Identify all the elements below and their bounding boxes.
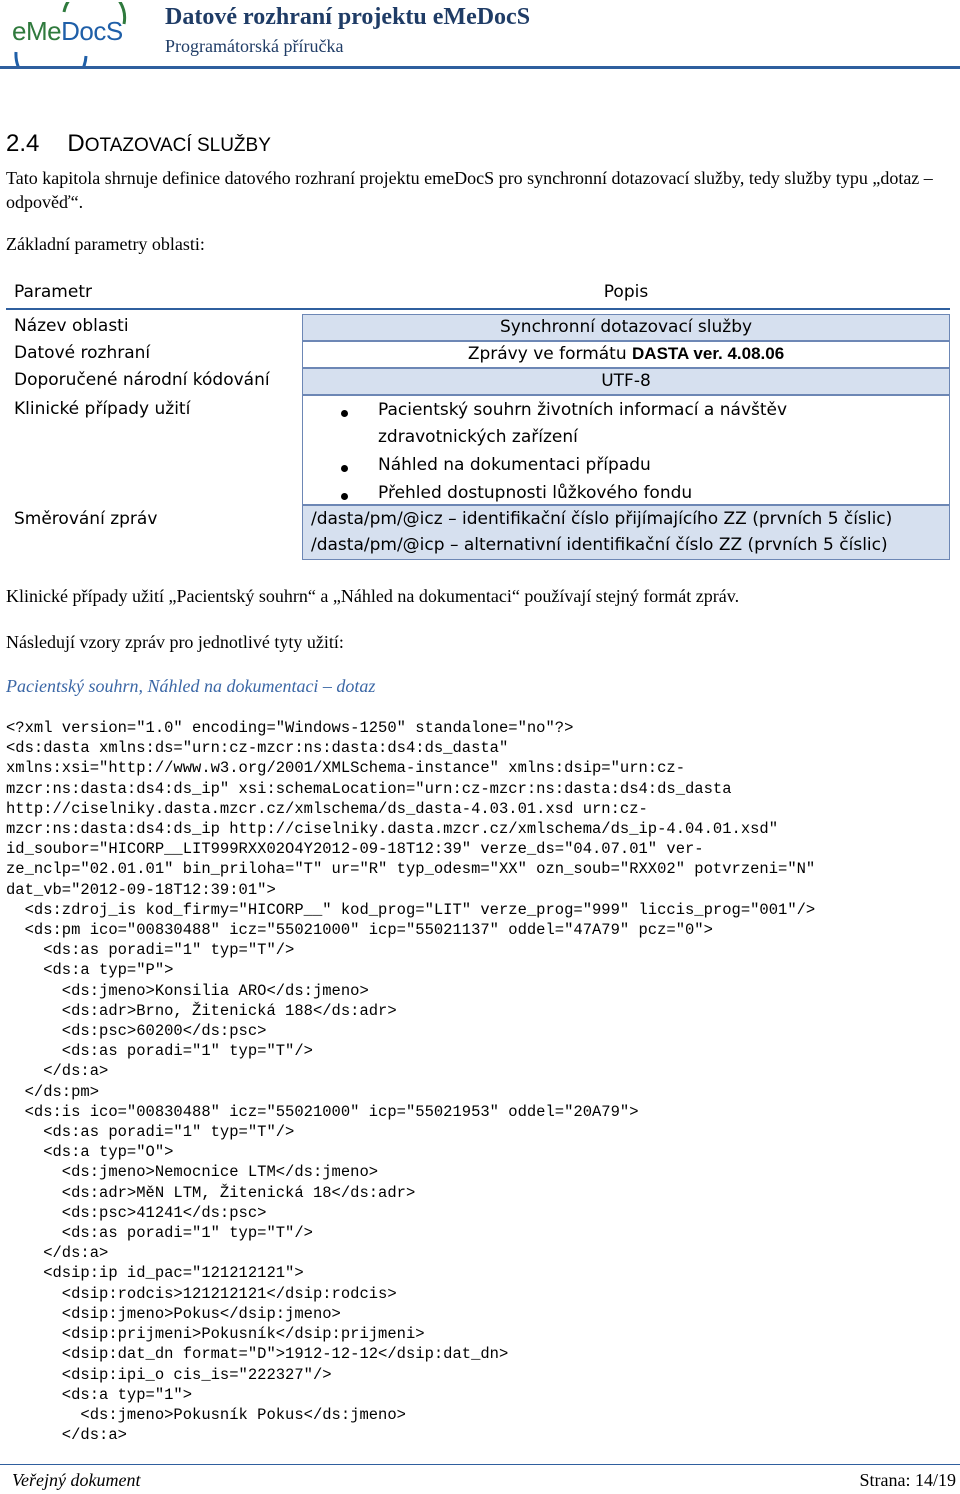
footer-left-text: Veřejný dokument [12, 1470, 141, 1490]
bullet-icon [341, 493, 348, 500]
param-name: Doporučené národní kódování [14, 370, 270, 390]
bullet-icon [341, 465, 348, 472]
param-value [302, 341, 950, 368]
intro-paragraph: Tato kapitola shrnuje definice datového rozhraní projektu emeDocS pro synchronní dotazovací služby, tedy služby typu „dotaz – odpověď“. [6, 168, 933, 212]
page-footer [0, 1462, 960, 1494]
bullet-icon [341, 410, 348, 417]
list-item-text: Přehled dostupnosti lůžkového fondu [378, 483, 693, 503]
page-header [0, 0, 960, 72]
following-paragraph: Následují vzory zpráv pro jednotlivé tyty užití: [6, 632, 344, 652]
param-name: Směrování zpráv [14, 509, 158, 529]
table-row [6, 341, 950, 368]
list-item-text: Pacientský souhrn životních informací a návštěv [378, 400, 788, 420]
table-row [6, 505, 950, 560]
list-item-text: Náhled na dokumentaci případu [378, 455, 651, 475]
example-heading: Pacientský souhrn, Náhled na dokumentaci – dotaz [6, 676, 376, 696]
logo-text-part-2: DocS [61, 16, 123, 46]
header-divider [0, 66, 960, 69]
table-header-row [6, 276, 950, 310]
column-header-popis: Popis [603, 282, 649, 302]
emedocs-logo [6, 2, 134, 66]
table-row [6, 368, 950, 395]
param-name: Název oblasti [14, 316, 129, 336]
section-title-initial: D [67, 130, 85, 157]
footer-divider [0, 1464, 960, 1465]
table-row [6, 314, 950, 341]
value-prefix: Zprávy ve formátu [467, 344, 633, 364]
routing-line-icp: /dasta/pm/@icp – alternativní identifikační číslo ZZ (prvních 5 číslic) [311, 535, 888, 555]
routing-line-icz: /dasta/pm/@icz – identifikační číslo přijímajícího ZZ (prvních 5 číslic) [311, 509, 893, 529]
value-version: DASTA ver. 4.08.06 [632, 344, 785, 363]
param-value: Synchronní dotazovací služby [302, 314, 950, 341]
list-item-text: zdravotnických zařízení [378, 427, 578, 447]
param-value: UTF-8 [302, 368, 950, 395]
column-header-parametr: Parametr [14, 282, 92, 302]
section-number: 2.4 [6, 130, 40, 157]
xml-code-sample: <?xml version="1.0" encoding="Windows-1250" standalone="no"?> <ds:dasta xmlns:ds="urn:cz-mzcr:ns:dasta:ds4:ds_dasta" xmlns:xsi="http://www.w3.org/2001/XMLSchema-instance" xmlns:dsip="urn:cz- mzcr:ns:dasta:ds4:ds_ip" xsi:schemaLocation="urn:cz-mzcr:ns:dasta:ds4:ds_dasta http://ciselniky.dasta.mzcr.cz/xmlschema/ds_dasta-4.03.01.xsd urn:cz- mzcr:ns:dasta:ds4:ds_ip http://ciselniky.dasta.mzcr.cz/xmlschema/ds_ip-4.04.01.xsd" id_soubor="HICORP__LIT999RXX02O4Y2012-09-18T12:39" verze_ds="04.07.01" ver- ze_nclp="02.01.01" bin_priloha="T" ur="R" typ_odesm="XX" ozn_soub="RXX02" potvrzeni="N" dat_vb="2012-09-18T12:39:01"> <ds:zdroj_is kod_firmy="HICORP__" kod_prog="LIT" verze_prog="999" liccis_prog="001"/> <ds:pm ico="00830488" icz="55021000" icp="55021137" oddel="47A79" pcz="0"> <ds:as poradi="1" typ="T"/> <ds:a typ="P"> <ds:jmeno>Konsilia ARO</ds:jmeno> <ds:adr>Brno, Žitenická 188</ds:adr> <ds:psc>60200</ds:psc> <ds:as poradi="1" typ="T"/> </ds:a> </ds:pm> <ds:is ico="00830488" icz="55021000" icp="55021953" oddel="20A79"> <ds:as poradi="1" typ="T"/> <ds:a typ="O"> <ds:jmeno>Nemocnice LTM</ds:jmeno> <ds:adr>MěN LTM, Žitenická 18</ds:adr> <ds:psc>41241</ds:psc> <ds:as poradi="1" typ="T"/> </ds:a> <dsip:ip id_pac="121212121"> <dsip:rodcis>121212121</dsip:rodcis> <dsip:jmeno>Pokus</dsip:jmeno> <dsip:prijmeni>Pokusník</dsip:prijmeni> <dsip:dat_dn format="D">1912-12-12</dsip:dat_dn> <dsip:ipi_o cis_is="222327"/> <ds:a typ="1"> <ds:jmeno>Pokusník Pokus</ds:jmeno> </ds:a> [6, 719, 816, 1445]
logo-text [12, 16, 123, 47]
document-title: Datové rozhraní projektu eMeDocS [165, 4, 531, 30]
note-paragraph: Klinické případy užití „Pacientský souhrn“ a „Náhled na dokumentaci“ používají stejný formát zpráv. [6, 586, 740, 606]
logo-text-part-1: eMe [12, 16, 62, 46]
param-name: Klinické případy užití [14, 399, 191, 419]
params-label: Základní parametry oblasti: [6, 234, 205, 254]
param-value-list [302, 395, 950, 505]
section-heading [6, 130, 271, 158]
param-name: Datové rozhraní [14, 343, 151, 363]
document-subtitle: Programátorská příručka [165, 36, 344, 56]
page-number: Strana: 14/19 [859, 1470, 956, 1490]
table-row [6, 395, 950, 505]
param-value-lines [302, 505, 950, 560]
section-title-rest: OTAZOVACÍ SLUŽBY [84, 135, 271, 156]
